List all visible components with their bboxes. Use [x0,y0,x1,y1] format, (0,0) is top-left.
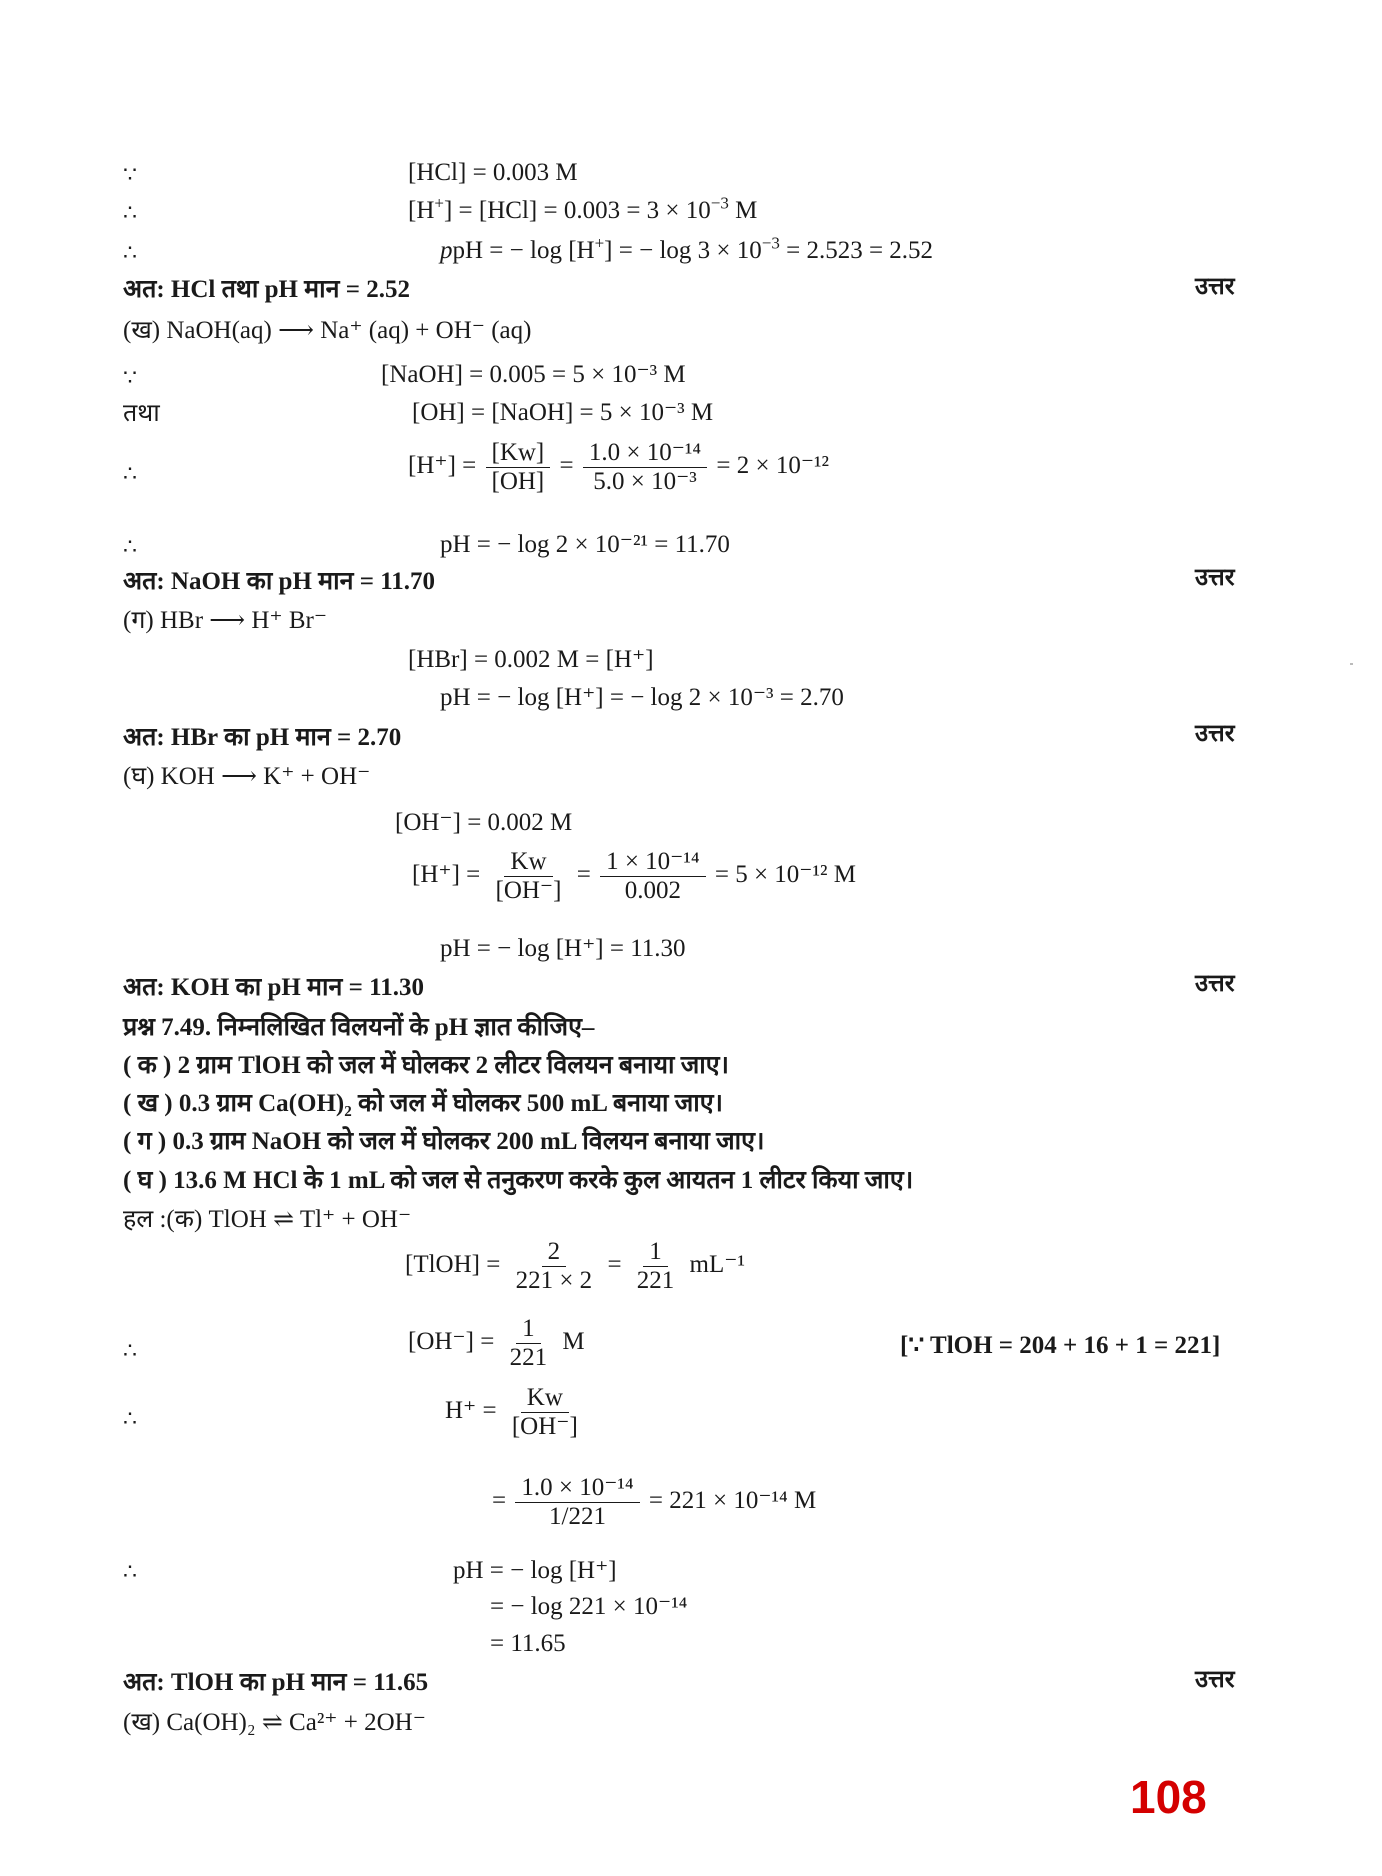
because-symbol: ∵ [123,365,137,390]
answer-label: उत्तर [1195,971,1235,997]
koh-result: अत: KOH का pH मान = 11.30 [123,974,424,1001]
therefore-symbol: ∴ [123,461,137,486]
koh-reaction: (घ) KOH ⟶ K⁺ + OH⁻ [123,763,371,790]
question-part-ga: ( ग ) 0.3 ग्राम NaOH को जल में घोलकर 200 mL विलयन बनाया जाए। [123,1128,765,1155]
tloh-ph-step1: pH = − log [H⁺] [453,1557,617,1584]
naoh-concentration: [NaOH] = 0.005 = 5 × 10⁻³ M [381,361,686,388]
koh-ph-calc: pH = − log [H⁺] = 11.30 [440,935,686,962]
naoh-result: अत: NaOH का pH मान = 11.70 [123,568,436,595]
naoh-ph-calc: pH = − log 2 × 10⁻²¹ = 11.70 [440,531,730,558]
hcl-result: अत: HCl तथा pH मान = 2.52 [123,276,410,303]
question-part-ka: ( क ) 2 ग्राम TlOH को जल में घोलकर 2 लीटर विलयन बनाया जाए। [123,1052,730,1079]
tloh-molar-mass-note: [∵ TlOH = 204 + 16 + 1 = 221] [900,1332,1221,1359]
koh-oh-concentration: [OH⁻] = 0.002 M [395,809,573,836]
therefore-symbol: ∴ [123,200,137,225]
tloh-ph-step2: = − log 221 × 10⁻¹⁴ [490,1593,688,1620]
answer-label: उत्तर [1195,721,1235,747]
hbr-concentration: [HBr] = 0.002 M = [H⁺] [408,646,654,673]
therefore-symbol: ∴ [123,1338,137,1363]
therefore-symbol: ∴ [123,1406,137,1431]
therefore-symbol: ∴ [123,240,137,265]
tloh-h-expression: H⁺ = $\frac{Kw}{[OH^-]}$ [445,1384,578,1440]
koh-h-calc: [H⁺] = $\frac{Kw}{[OH^-]}$ = $\frac{\text{1 × 10⁻¹⁴}}{0.002}$ = 5 × 10⁻¹² M [412,848,856,904]
tloh-ph-step3: = 11.65 [490,1630,566,1657]
page-number: 108 [1130,1771,1207,1823]
tloh-reaction: हल :(क) TlOH ⇌ Tl⁺ + OH⁻ [123,1206,412,1233]
naoh-reaction: (ख) NaOH(aq) ⟶ Na⁺ (aq) + OH⁻ (aq) [123,317,532,344]
answer-label: उत्तर [1195,274,1235,300]
hbr-reaction: (ग) HBr ⟶ H⁺ Br⁻ [123,607,328,634]
scan-speck [1350,663,1353,665]
naoh-h-calc: [H⁺] = $\frac{[Kw]}{[OH]}$ = $\frac{\text{1.0 × 10⁻¹⁴}}{\text{5.0 × 10⁻³}}$ = 2 × 10⁻¹² [408,439,830,495]
answer-label: उत्तर [1195,565,1235,591]
therefore-symbol: ∴ [123,534,137,559]
answer-label: उत्तर [1195,1667,1235,1693]
hcl-ph-calc: ppH = − log [H+] = − $\log 3 \times 10^{-3} = 2.523 = 2.52$ [440,233,934,264]
tatha-label: तथा [123,400,160,427]
therefore-symbol: ∴ [123,1559,137,1584]
question-title: प्रश्न 7.49. निम्नलिखित विलयनों के pH ज्ञात कीजिए– [123,1014,595,1041]
tloh-h-value: = $\frac{\text{1.0 × 10⁻¹⁴}}{1/221}$ = 221 × 10⁻¹⁴ M [492,1474,817,1530]
question-part-kha: ( ख ) 0.3 ग्राम Ca(OH)₂ को जल में घोलकर 500 mL बनाया जाए। [123,1090,724,1117]
tloh-oh-concentration: [OH⁻] = $\frac{1}{221}$ M [408,1315,585,1371]
hbr-result: अत: HBr का pH मान = 2.70 [123,724,402,751]
hbr-ph-calc: pH = − log [H⁺] = − log 2 × 10⁻³ = 2.70 [440,684,844,711]
caoh-reaction: (ख) Ca(OH)₂ ⇌ Ca²⁺ + 2OH⁻ [123,1709,426,1736]
naoh-oh-concentration: [OH] = [NaOH] = 5 × 10⁻³ M [412,399,714,426]
hcl-concentration: [HCl] = 0.003 M [408,159,578,186]
tloh-concentration: [TlOH] = $\frac{2}{221 \times 2}$ = $\frac{1}{221}$ mL⁻¹ [405,1238,745,1294]
because-symbol: ∵ [123,162,137,187]
tloh-result: अत: TlOH का pH मान = 11.65 [123,1669,429,1696]
hcl-h-ion: $[H^+] = [HCl] = 0.003 = 3 \times 10^{-3}$ M [408,193,758,224]
question-part-gha: ( घ ) 13.6 M HCl के 1 mL को जल से तनुकरण करके कुल आयतन 1 लीटर किया जाए। [123,1167,914,1194]
